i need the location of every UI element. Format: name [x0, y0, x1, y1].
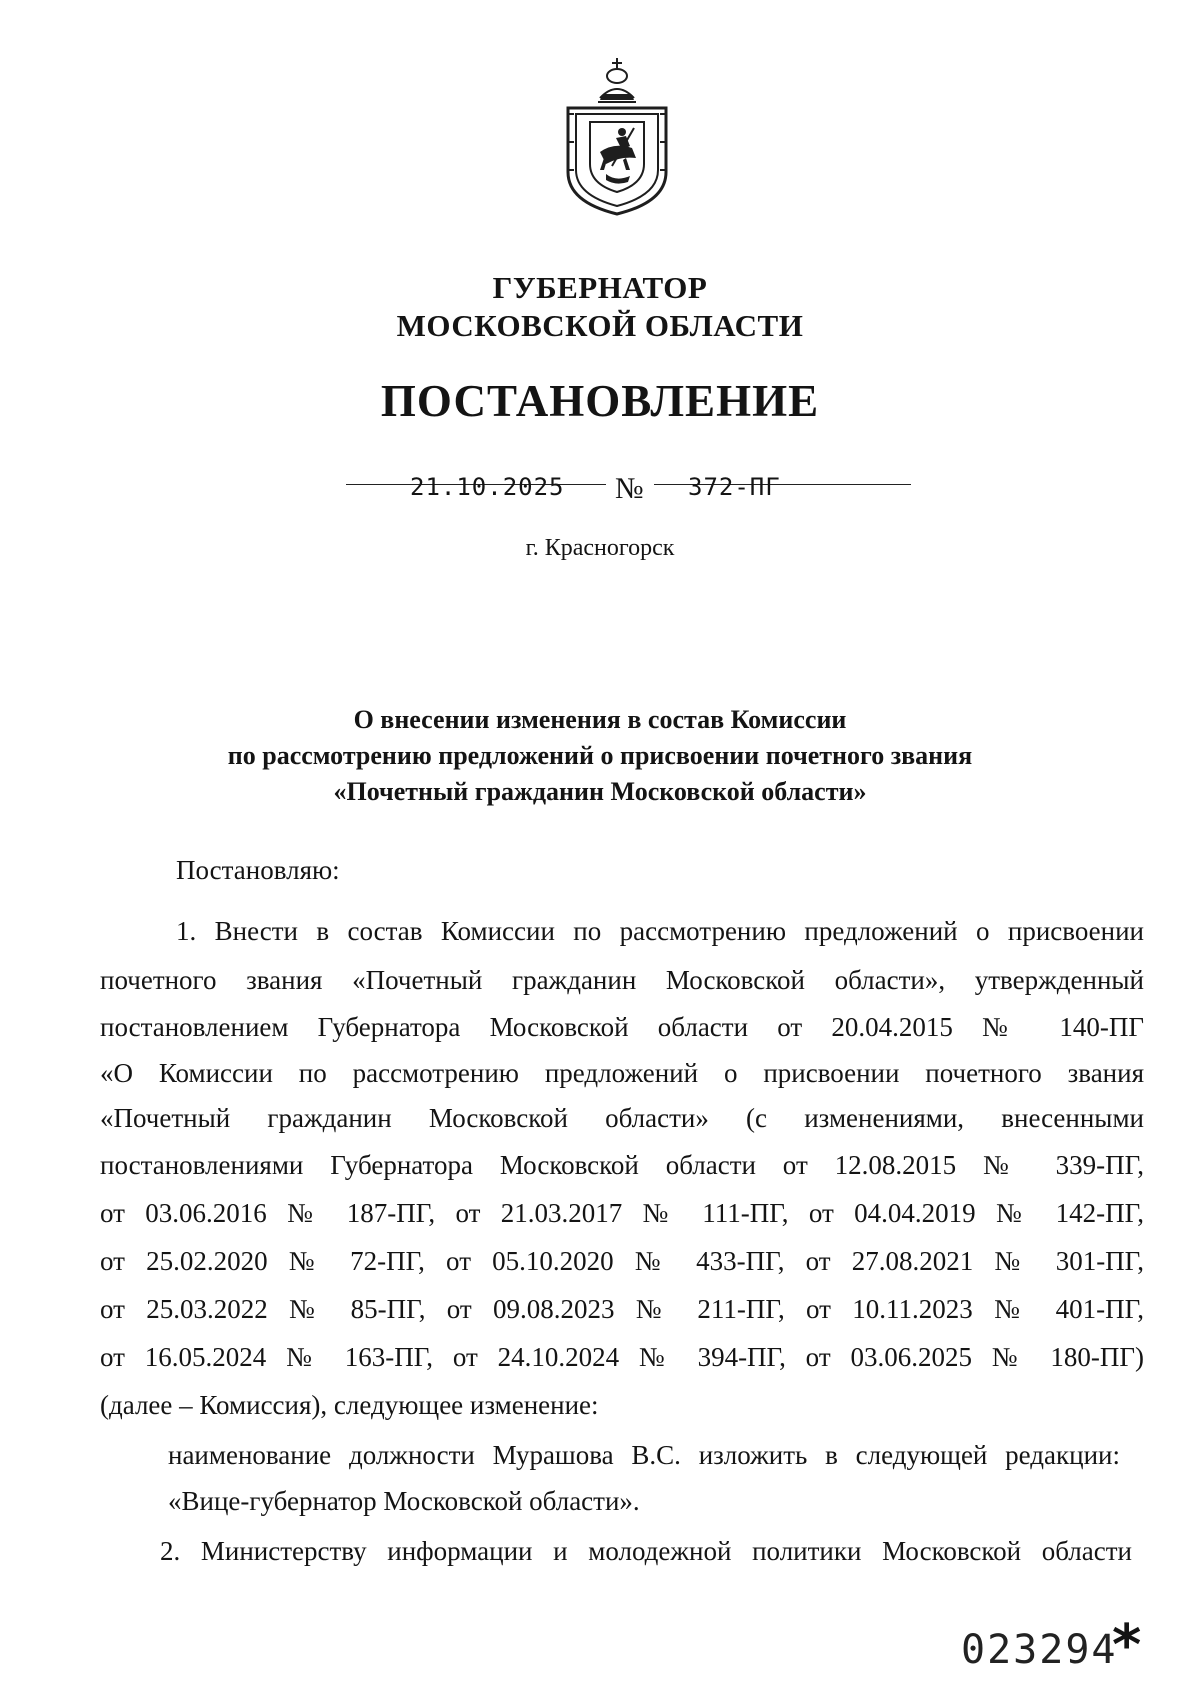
city-name: г. Красногорск [525, 535, 675, 561]
body-line: постановлениями Губернатора Московской области от 12.08.2015 № 339-ПГ, [100, 1150, 1144, 1180]
document-type: ПОСТАНОВЛЕНИЕ [380, 376, 820, 426]
body-line: от 03.06.2016 № 187-ПГ, от 21.03.2017 № 111-ПГ, от 04.04.2019 № 142-ПГ, [100, 1198, 1144, 1228]
document-title-line: «Почетный гражданин Московской области» [333, 777, 867, 806]
body-line: от 25.03.2022 № 85-ПГ, от 09.08.2023 № 211-ПГ, от 10.11.2023 № 401-ПГ, [100, 1294, 1144, 1324]
body-line: «О Комиссии по рассмотрению предложений о присвоении почетного звания [100, 1058, 1144, 1088]
body-line: почетного звания «Почетный гражданин Московской области», утвержденный [100, 965, 1144, 995]
body-line: 2. Министерству информации и молодежной политики Московской области [160, 1536, 1132, 1566]
coat-of-arms-icon [560, 52, 674, 216]
intro-text: Постановляю: [176, 855, 340, 885]
body-line: (далее – Комиссия), следующее изменение: [100, 1390, 599, 1420]
body-line: постановлением Губернатора Московской области от 20.04.2015 № 140-ПГ [100, 1012, 1144, 1042]
asterisk-mark: * [1112, 1613, 1142, 1678]
document-title-line: О внесении изменения в состав Комиссии [353, 705, 847, 734]
document-title-line: по рассмотрению предложений о присвоении почетного звания [227, 741, 973, 770]
document-date: 21.10.2025 [410, 473, 565, 501]
issuer-region: МОСКОВСКОЙ ОБЛАСТИ [396, 308, 804, 343]
body-line: 1. Внести в состав Комиссии по рассмотрению предложений о присвоении [176, 916, 1144, 946]
issuer-title: ГУБЕРНАТОР [492, 270, 708, 305]
body-line: от 25.02.2020 № 72-ПГ, от 05.10.2020 № 433-ПГ, от 27.08.2021 № 301-ПГ, [100, 1246, 1144, 1276]
number-sign: № [615, 472, 644, 505]
body-line: от 16.05.2024 № 163-ПГ, от 24.10.2024 № 394-ПГ, от 03.06.2025 № 180-ПГ) [100, 1342, 1144, 1372]
body-line: «Почетный гражданин Московской области» (с изменениями, внесенными [100, 1103, 1144, 1133]
body-line: «Вице-губернатор Московской области». [168, 1486, 640, 1516]
registration-number: 023294 [961, 1627, 1118, 1673]
document-number: 372-ПГ [688, 473, 781, 501]
body-line: наименование должности Мурашова В.С. изложить в следующей редакции: [168, 1440, 1120, 1470]
